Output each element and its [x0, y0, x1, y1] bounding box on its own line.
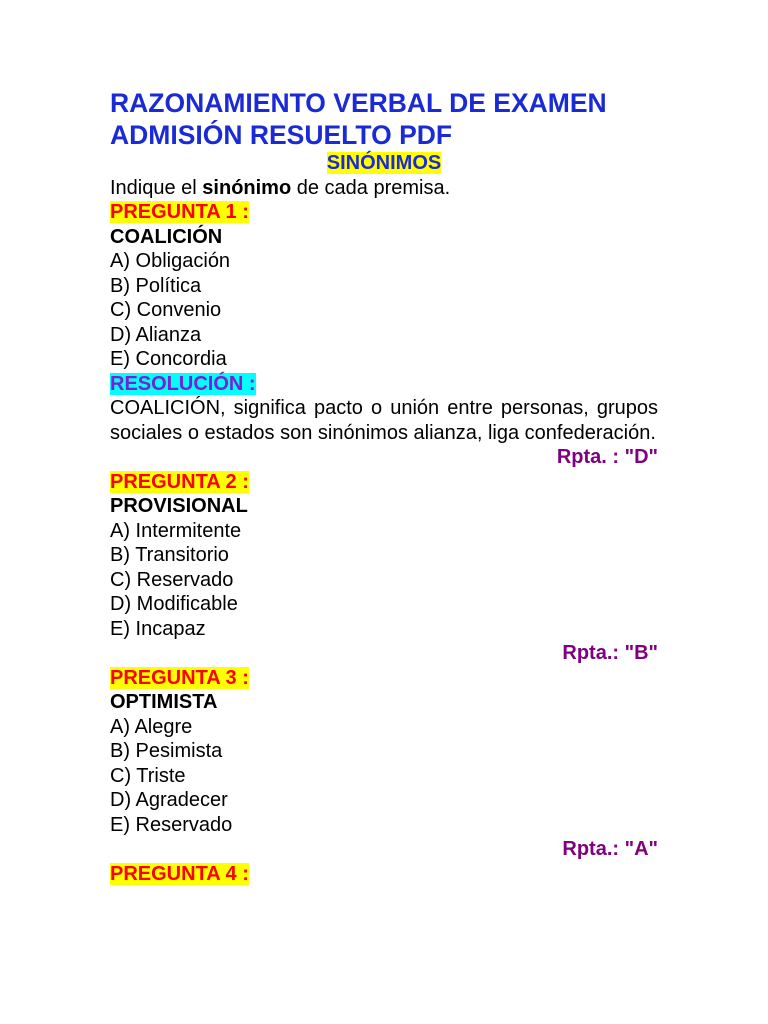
question-label: PREGUNTA 3 :	[110, 666, 249, 689]
question-label: PREGUNTA 4 :	[110, 862, 249, 885]
option-d: D) Alianza	[110, 323, 202, 346]
document-title	[110, 87, 658, 151]
instruction-keyword: sinónimo	[202, 176, 292, 199]
question-word: PROVISIONAL	[110, 495, 248, 517]
answer: Rpta.: "B"	[562, 642, 658, 664]
answer: Rpta.: "A"	[562, 838, 658, 860]
option-a: A) Intermitente	[110, 519, 242, 542]
instruction-pre: Indique el	[110, 176, 203, 199]
question-3	[110, 666, 658, 862]
section-heading-row	[110, 151, 658, 176]
question-word: COALICIÓN	[110, 225, 223, 248]
option-d: D) Agradecer	[110, 789, 228, 811]
resolution-label: RESOLUCIÓN :	[110, 372, 256, 395]
question-word: OPTIMISTA	[110, 691, 218, 713]
option-b: B) Política	[110, 274, 202, 297]
option-e: E) Concordia	[110, 348, 227, 370]
option-e: E) Incapaz	[110, 617, 206, 640]
option-c: C) Triste	[110, 764, 186, 787]
question-4	[110, 862, 658, 887]
instruction-post: de cada premisa.	[291, 176, 451, 199]
option-d: D) Modificable	[110, 593, 238, 615]
option-a: A) Obligación	[110, 250, 231, 272]
question-1	[110, 200, 658, 470]
option-a: A) Alegre	[110, 715, 193, 738]
answer: Rpta. : "D"	[556, 446, 658, 468]
question-2	[110, 470, 658, 666]
resolution-text: COALICIÓN, significa pacto o unión entre personas, grupos sociales o estados son sinónimos alianza, liga confederación.	[110, 397, 658, 444]
instruction	[110, 176, 658, 201]
title-line-2: ADMISIÓN RESUELTO PDF	[110, 120, 453, 150]
option-e: E) Reservado	[110, 813, 233, 836]
question-label: PREGUNTA 1 :	[110, 201, 249, 223]
option-c: C) Reservado	[110, 568, 234, 591]
option-b: B) Transitorio	[110, 544, 229, 566]
question-label: PREGUNTA 2 :	[110, 470, 249, 493]
option-c: C) Convenio	[110, 299, 222, 321]
option-b: B) Pesimista	[110, 740, 223, 762]
title-line-1: RAZONAMIENTO VERBAL DE EXAMEN	[110, 88, 607, 118]
section-heading: SINÓNIMOS	[326, 152, 442, 174]
